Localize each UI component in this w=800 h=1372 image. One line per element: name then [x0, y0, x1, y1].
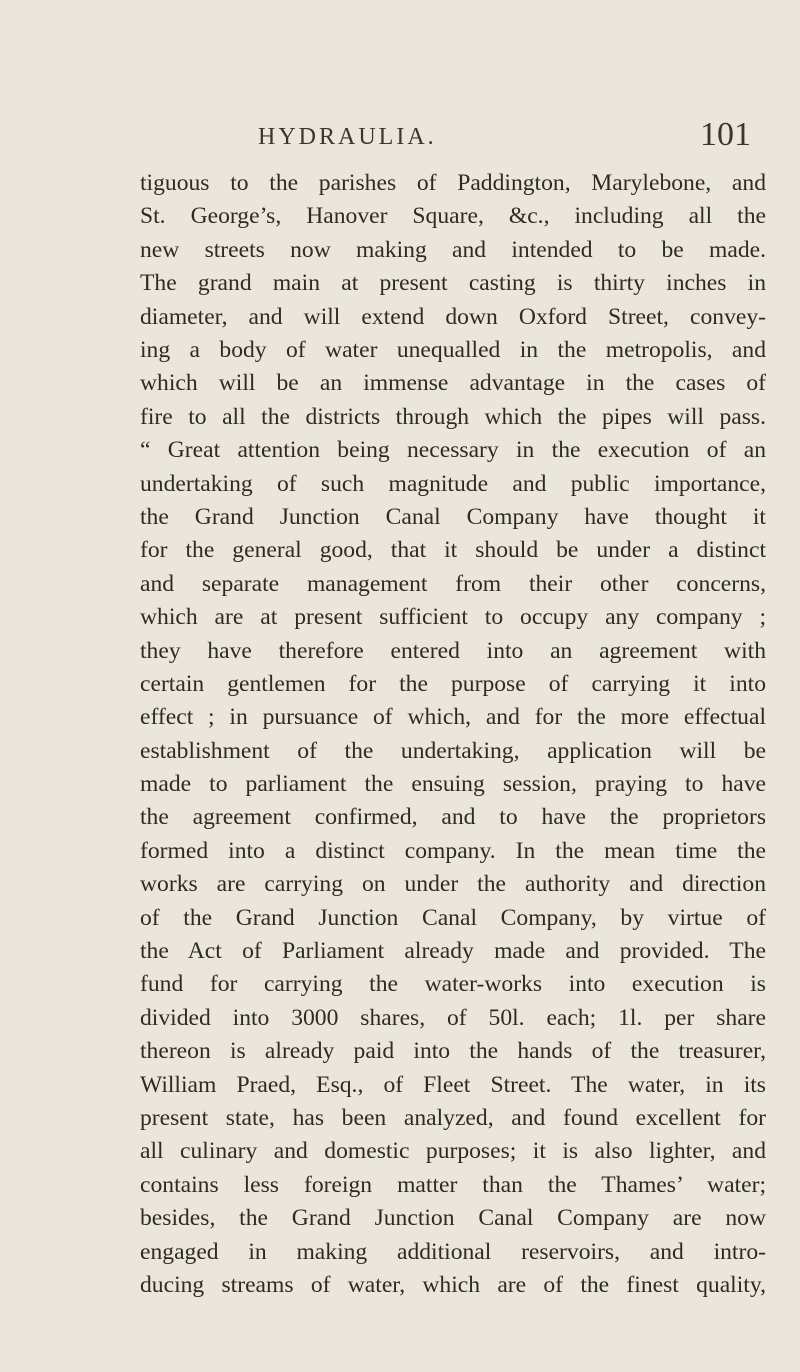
- text-line: St. George’s, Hanover Square, &c., including all the: [140, 203, 766, 229]
- text-line: which are at present sufficient to occupy any company ;: [140, 604, 766, 630]
- text-line: present state, has been analyzed, and found excellent for: [140, 1105, 766, 1131]
- text-line: diameter, and will extend down Oxford Street, convey-: [140, 304, 766, 330]
- text-line: William Praed, Esq., of Fleet Street. The water, in its: [140, 1072, 766, 1098]
- text-line: undertaking of such magnitude and public importance,: [140, 471, 766, 497]
- text-line: The grand main at present casting is thirty inches in: [140, 270, 766, 296]
- text-line: of the Grand Junction Canal Company, by virtue of: [140, 905, 766, 931]
- text-line: formed into a distinct company. In the mean time the: [140, 838, 766, 864]
- text-line: made to parliament the ensuing session, praying to have: [140, 771, 766, 797]
- text-line: and separate management from their other concerns,: [140, 571, 766, 597]
- text-line: new streets now making and intended to be made.: [140, 237, 766, 263]
- text-line: ing a body of water unequalled in the metropolis, and: [140, 337, 766, 363]
- text-line: works are carrying on under the authority and direction: [140, 871, 766, 897]
- text-line: fire to all the districts through which the pipes will pass.: [140, 404, 766, 430]
- text-line: certain gentlemen for the purpose of carrying it into: [140, 671, 766, 697]
- text-line: “ Great attention being necessary in the execution of an: [140, 437, 766, 463]
- text-line: all culinary and domestic purposes; it is also lighter, and: [140, 1138, 766, 1164]
- running-head: HYDRAULIA.: [258, 124, 437, 150]
- text-line: ducing streams of water, which are of the finest quality,: [140, 1272, 766, 1298]
- text-line: divided into 3000 shares, of 50l. each; 1l. per share: [140, 1005, 766, 1031]
- text-line: tiguous to the parishes of Paddington, Marylebone, and: [140, 170, 766, 196]
- text-line: fund for carrying the water-works into execution is: [140, 971, 766, 997]
- text-line: thereon is already paid into the hands of the treasurer,: [140, 1038, 766, 1064]
- text-line: they have therefore entered into an agreement with: [140, 638, 766, 664]
- page-number: 101: [700, 116, 751, 153]
- text-line: which will be an immense advantage in the cases of: [140, 370, 766, 396]
- text-line: for the general good, that it should be under a distinct: [140, 537, 766, 563]
- text-line: establishment of the undertaking, application will be: [140, 738, 766, 764]
- text-line: engaged in making additional reservoirs, and intro-: [140, 1239, 766, 1265]
- text-line: the agreement confirmed, and to have the proprietors: [140, 804, 766, 830]
- text-line: effect ; in pursuance of which, and for the more effectual: [140, 704, 766, 730]
- text-line: the Act of Parliament already made and provided. The: [140, 938, 766, 964]
- text-line: contains less foreign matter than the Thames’ water;: [140, 1172, 766, 1198]
- text-line: besides, the Grand Junction Canal Company are now: [140, 1205, 766, 1231]
- text-line: the Grand Junction Canal Company have thought it: [140, 504, 766, 530]
